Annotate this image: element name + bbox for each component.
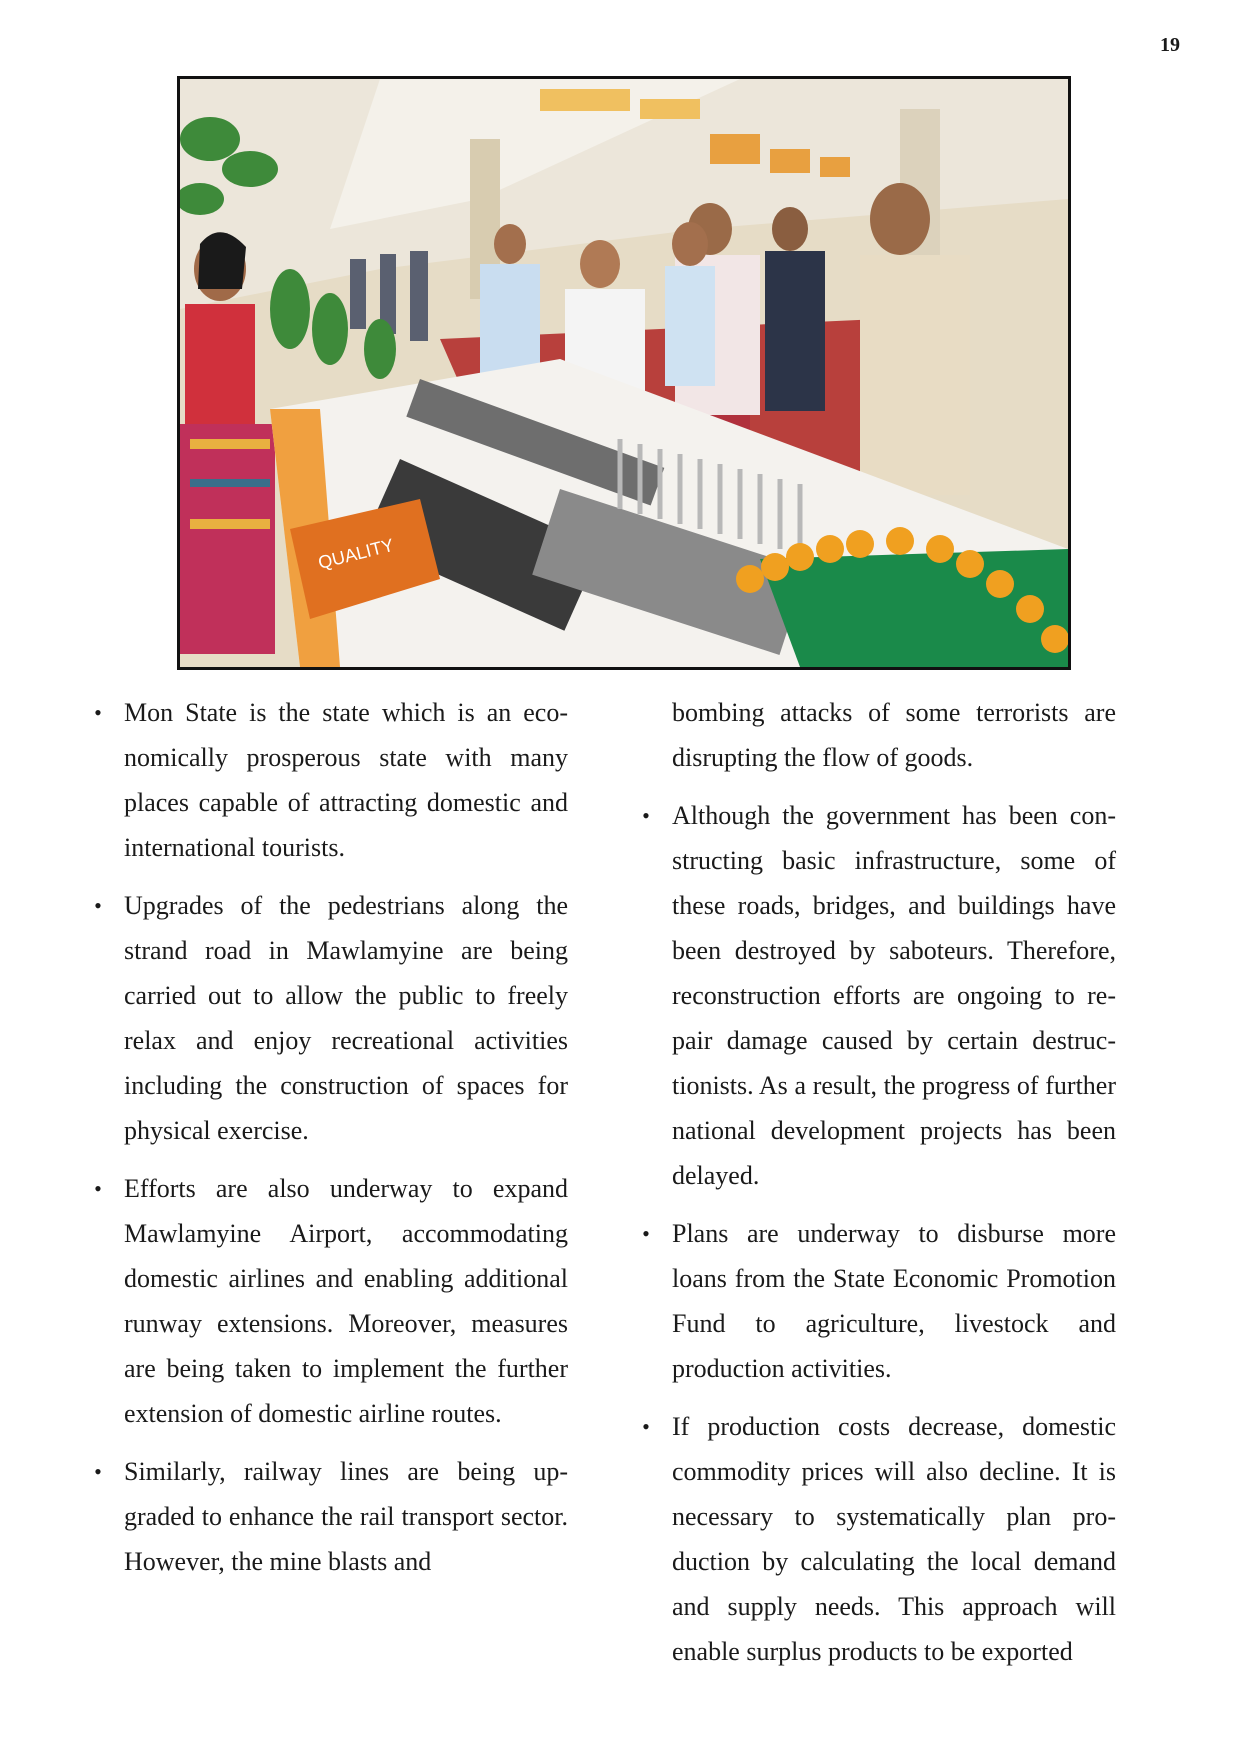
list-item-text: Upgrades of the pedestrians along the strand road in Mawlamyine are being carried out to allow the public to freely relax and enjoy recreational activities including the construction of spaces for physical exercise. bbox=[124, 891, 568, 1145]
exhibition-photo bbox=[177, 76, 1071, 670]
list-item bbox=[88, 1166, 568, 1436]
list-item-text: Mon State is the state which is an economically prosperous state with many places capable of attracting domestic and international tourists. bbox=[124, 698, 568, 862]
bullet-icon: • bbox=[94, 700, 102, 725]
bullet-icon: • bbox=[94, 1176, 102, 1201]
list-item bbox=[636, 793, 1116, 1198]
list-item-text: Plans are underway to disburse more loans from the State Economic Promotion Fund to agriculture, livestock and production activities. bbox=[672, 1219, 1116, 1383]
list-item bbox=[88, 883, 568, 1153]
bullet-icon: • bbox=[94, 1459, 102, 1484]
page-number: 19 bbox=[1160, 34, 1180, 56]
list-item bbox=[88, 1449, 568, 1584]
list-item-text: Efforts are also underway to expand Mawlamyine Airport, accommodating domestic airlines and enabling additional runway extensions. Moreover, measures are being taken to implement the further extension of domestic airline routes. bbox=[124, 1174, 568, 1428]
bullet-icon: • bbox=[94, 893, 102, 918]
list-item bbox=[636, 1211, 1116, 1391]
right-column bbox=[636, 690, 1116, 1687]
list-item bbox=[636, 1404, 1116, 1674]
bullet-icon: • bbox=[642, 803, 650, 828]
continued-text: bombing attacks of some terrorists are disrupting the flow of goods. bbox=[672, 698, 1116, 772]
list-item-text: If production costs decrease, domestic commodity prices will also decline. It is necessary to systematically plan production by calculating the local demand and supply needs. This approach will enable surplus products to be exported bbox=[672, 1412, 1116, 1666]
list-item-text: Although the government has been constructing basic infrastructure, some of these roads, bridges, and buildings have been destroyed by saboteurs. Therefore, reconstruction efforts are ongoing to repair damage caused by certain destructionists. As a result, the progress of further national development projects has been delayed. bbox=[672, 801, 1116, 1190]
bullet-icon: • bbox=[642, 1221, 650, 1246]
left-column bbox=[88, 690, 568, 1597]
bullet-icon: • bbox=[642, 1414, 650, 1439]
list-item-text: Similarly, railway lines are being upgraded to enhance the rail transport sector. However, the mine blasts and bbox=[124, 1457, 568, 1576]
list-item bbox=[88, 690, 568, 870]
photo-banner-text: QUALITY bbox=[316, 534, 396, 573]
